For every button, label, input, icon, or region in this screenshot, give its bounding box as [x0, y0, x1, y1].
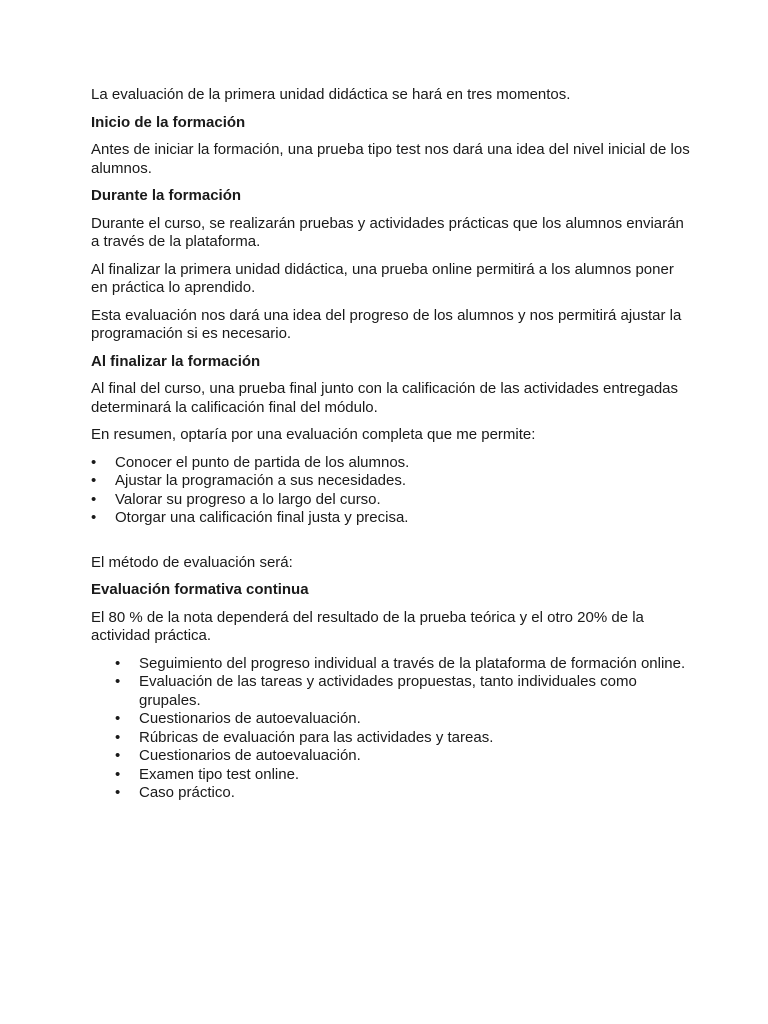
list-item: • Cuestionarios de autoevaluación. [115, 710, 361, 727]
bullet-icon: • [91, 490, 97, 508]
list-item: • Otorgar una calificación final justa y precisa. [91, 509, 409, 526]
bullet-icon: • [91, 472, 97, 489]
bullet-icon: • [115, 654, 121, 672]
heading-formativa: Evaluación formativa continua [91, 581, 309, 598]
intro-paragraph: La evaluación de la primera unidad didáctica se hará en tres momentos. [91, 86, 571, 103]
paragraph-inicio: Antes de iniciar la formación, una prueba tipo test nos dará una idea del nivel inicial de los alumnos. [91, 141, 690, 177]
list-item: • Evaluación de las tareas y actividades propuestas, tanto individuales como grupales. [115, 673, 637, 709]
paragraph-metodo: El método de evaluación será: [91, 553, 293, 571]
paragraph-durante-1: Durante el curso, se realizarán pruebas y actividades prácticas que los alumnos enviarán a través de la plataforma. [91, 214, 684, 250]
paragraph-final: Al final del curso, una prueba final junto con la calificación de las actividades entregadas determinará la calificación final del módulo. [91, 380, 679, 416]
paragraph-nota: El 80 % de la nota dependerá del resultado de la prueba teórica y el otro 20% de la actividad práctica. [91, 608, 644, 644]
heading-durante: Durante la formación [91, 187, 242, 204]
bullet-icon: • [115, 765, 121, 783]
bullet-icon: • [115, 784, 121, 801]
bullet-icon: • [115, 728, 121, 746]
list-item: • Cuestionarios de autoevaluación. [115, 747, 361, 764]
bullet-icon: • [115, 747, 121, 764]
document-page [91, 86, 691, 803]
paragraph-durante-2: Al finalizar la primera unidad didáctica, una prueba online permitirá a los alumnos poner en práctica lo aprendido. [91, 260, 674, 296]
heading-inicio: Inicio de la formación [91, 113, 246, 131]
bullet-icon: • [91, 453, 97, 471]
list-item: • Seguimiento del progreso individual a través de la plataforma de formación online. [115, 654, 686, 672]
list-item: • Examen tipo test online. [115, 765, 300, 783]
bullet-icon: • [115, 673, 121, 690]
list-item: • Ajustar la programación a sus necesidades. [91, 472, 406, 489]
bullet-icon: • [115, 710, 121, 727]
list-item: • Valorar su progreso a lo largo del curso. [91, 490, 381, 508]
paragraph-resumen: En resumen, optaría por una evaluación completa que me permite: [91, 426, 536, 443]
heading-final: Al finalizar la formación [91, 352, 261, 370]
resumen-list [91, 454, 691, 528]
bullet-icon: • [91, 509, 97, 526]
list-item: • Rúbricas de evaluación para las actividades y tareas. [115, 728, 494, 746]
blank-line [91, 528, 691, 554]
metodo-list [91, 655, 691, 803]
list-item: • Caso práctico. [115, 784, 235, 801]
list-item: • Conocer el punto de partida de los alumnos. [91, 453, 410, 471]
paragraph-durante-3: Esta evaluación nos dará una idea del progreso de los alumnos y nos permitirá ajustar la programación si es necesario. [91, 306, 682, 342]
